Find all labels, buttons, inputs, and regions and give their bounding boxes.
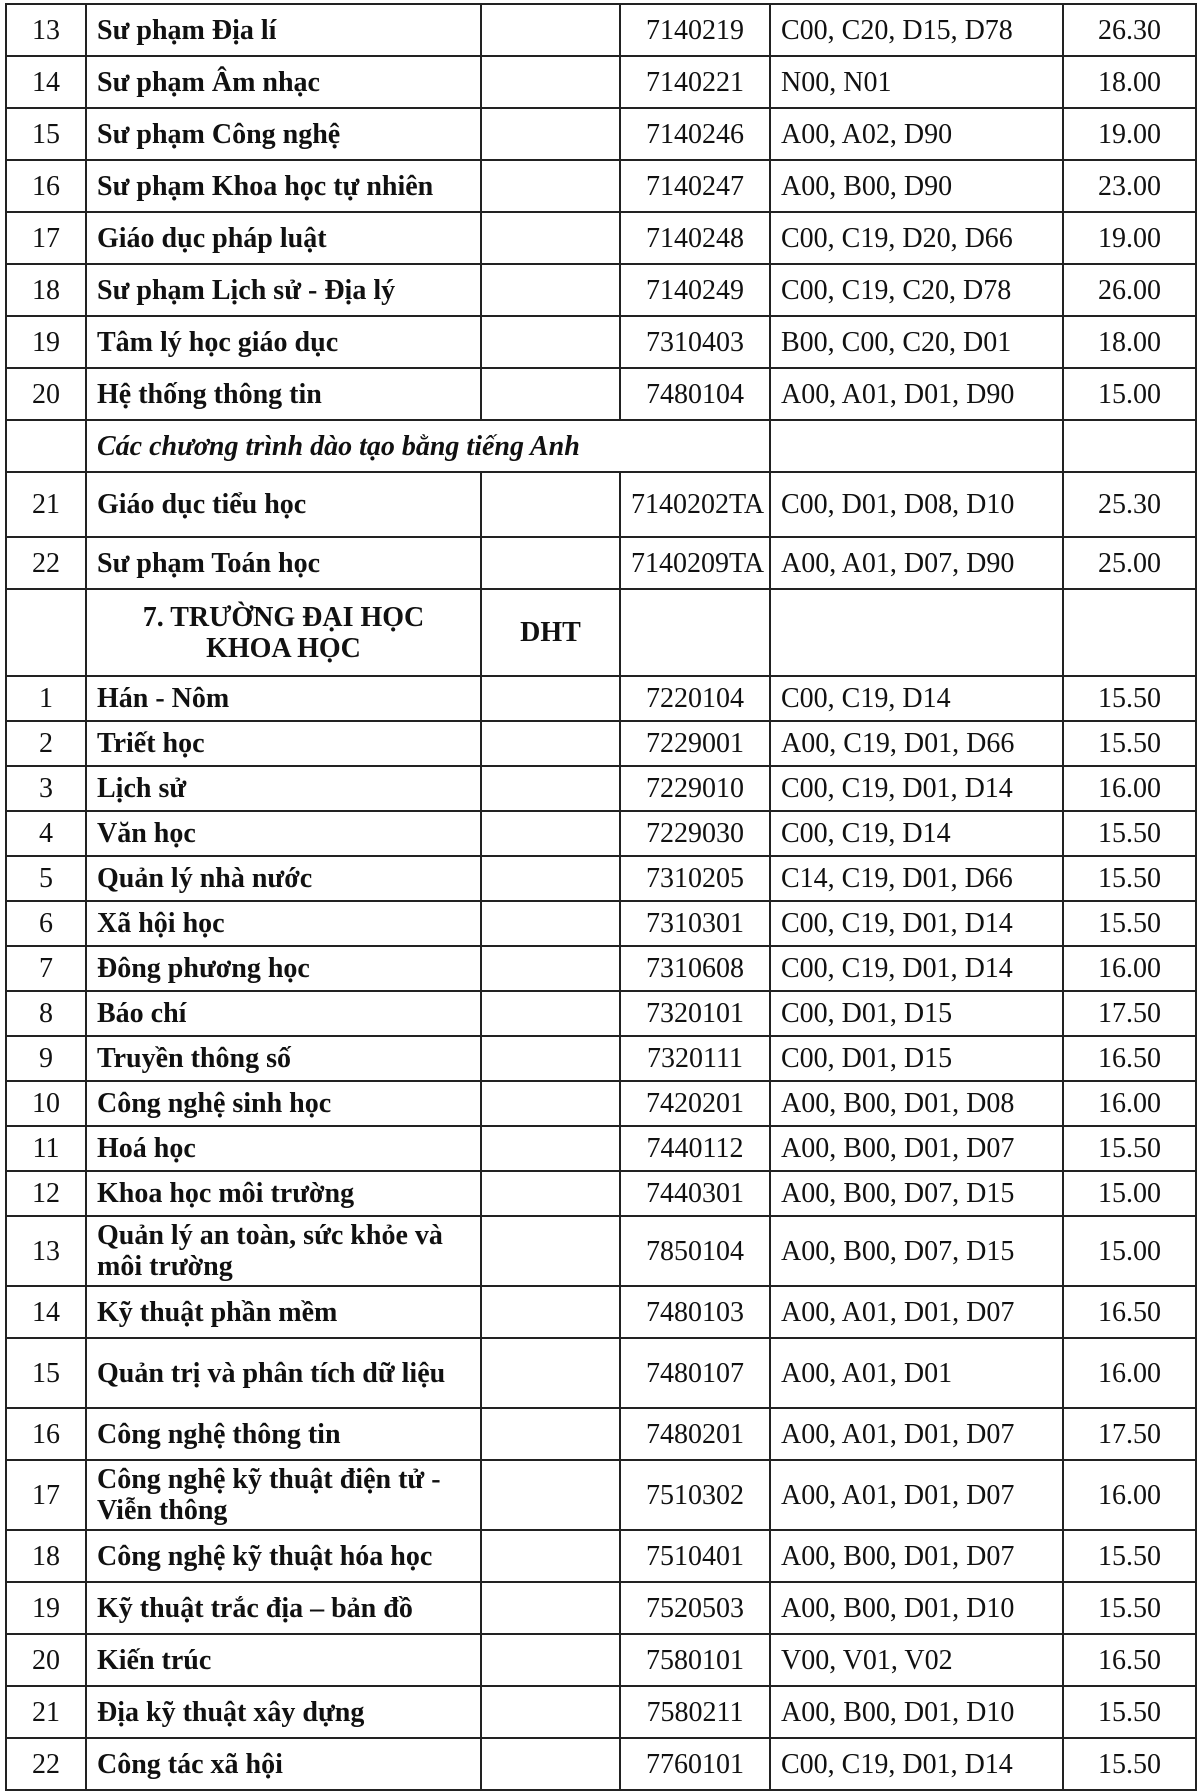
school-code	[481, 316, 620, 368]
subject-combinations: C00, D01, D15	[770, 991, 1063, 1036]
program-name: Giáo dục pháp luật	[86, 212, 481, 264]
table-row	[6, 1460, 1196, 1530]
cutoff-score: 16.50	[1063, 1036, 1196, 1081]
cutoff-score: 15.50	[1063, 1738, 1196, 1790]
table-row	[6, 811, 1196, 856]
program-code: 7480107	[620, 1338, 770, 1408]
program-name: Kỹ thuật phần mềm	[86, 1286, 481, 1338]
program-name: Báo chí	[86, 991, 481, 1036]
row-number: 15	[6, 1338, 86, 1408]
cutoff-score: 15.50	[1063, 721, 1196, 766]
school-code	[481, 1634, 620, 1686]
program-code: 7140248	[620, 212, 770, 264]
program-name: Công nghệ kỹ thuật hóa học	[86, 1530, 481, 1582]
cutoff-score: 23.00	[1063, 160, 1196, 212]
program-code: 7140209TA	[620, 537, 770, 589]
row-number: 6	[6, 901, 86, 946]
program-code: 7850104	[620, 1216, 770, 1286]
program-code: 7760101	[620, 1738, 770, 1790]
row-number: 13	[6, 4, 86, 56]
score-empty	[1063, 589, 1196, 676]
program-name: Công nghệ thông tin	[86, 1408, 481, 1460]
row-number: 20	[6, 368, 86, 420]
university-code: DHT	[481, 589, 620, 676]
program-code: 7310301	[620, 901, 770, 946]
table-row	[6, 212, 1196, 264]
row-number: 12	[6, 1171, 86, 1216]
table-row	[6, 1216, 1196, 1286]
program-name: Công nghệ sinh học	[86, 1081, 481, 1126]
table-row	[6, 1686, 1196, 1738]
subject-combinations: C00, C19, D01, D14	[770, 1738, 1063, 1790]
school-code	[481, 721, 620, 766]
program-code: 7320101	[620, 991, 770, 1036]
program-code: 7480103	[620, 1286, 770, 1338]
program-name: Công tác xã hội	[86, 1738, 481, 1790]
table-row	[6, 160, 1196, 212]
subject-combinations: C00, C19, D14	[770, 811, 1063, 856]
subject-combinations: C00, D01, D15	[770, 1036, 1063, 1081]
table-row	[6, 368, 1196, 420]
row-number: 22	[6, 1738, 86, 1790]
table-row	[6, 4, 1196, 56]
table-row	[6, 56, 1196, 108]
program-name: Sư phạm Âm nhạc	[86, 56, 481, 108]
table-row	[6, 472, 1196, 537]
program-name: Kiến trúc	[86, 1634, 481, 1686]
row-number-empty	[6, 420, 86, 472]
program-code: 7580211	[620, 1686, 770, 1738]
cutoff-score: 15.00	[1063, 368, 1196, 420]
cutoff-score: 15.50	[1063, 901, 1196, 946]
cutoff-score: 25.00	[1063, 537, 1196, 589]
school-code	[481, 1216, 620, 1286]
program-code: 7420201	[620, 1081, 770, 1126]
school-code	[481, 1582, 620, 1634]
program-name: Quản lý an toàn, sức khỏe và môi trường	[86, 1216, 481, 1286]
program-code: 7510302	[620, 1460, 770, 1530]
program-code: 7140221	[620, 56, 770, 108]
row-number: 19	[6, 316, 86, 368]
cutoff-score: 16.00	[1063, 766, 1196, 811]
subject-combinations: A00, A01, D01, D07	[770, 1460, 1063, 1530]
row-number: 4	[6, 811, 86, 856]
subject-combinations: A00, B00, D01, D10	[770, 1686, 1063, 1738]
subject-combinations: A00, B00, D07, D15	[770, 1216, 1063, 1286]
cutoff-score: 16.00	[1063, 1338, 1196, 1408]
table-row	[6, 856, 1196, 901]
program-name: Công nghệ kỹ thuật điện tử - Viễn thông	[86, 1460, 481, 1530]
table-row	[6, 1582, 1196, 1634]
program-code: 7229010	[620, 766, 770, 811]
program-code: 7520503	[620, 1582, 770, 1634]
row-number: 18	[6, 264, 86, 316]
cutoff-score: 18.00	[1063, 56, 1196, 108]
program-name: Sư phạm Lịch sử - Địa lý	[86, 264, 481, 316]
subject-combinations: A00, A01, D01, D90	[770, 368, 1063, 420]
subject-combinations: B00, C00, C20, D01	[770, 316, 1063, 368]
subject-combinations: C00, C19, D01, D14	[770, 901, 1063, 946]
cutoff-score: 18.00	[1063, 316, 1196, 368]
program-name: Kỹ thuật trắc địa – bản đồ	[86, 1582, 481, 1634]
subject-combinations: C00, C19, D20, D66	[770, 212, 1063, 264]
cutoff-score: 19.00	[1063, 212, 1196, 264]
subject-combinations: V00, V01, V02	[770, 1634, 1063, 1686]
program-name: Xã hội học	[86, 901, 481, 946]
school-code	[481, 108, 620, 160]
program-code-empty	[620, 589, 770, 676]
program-name: Địa kỹ thuật xây dựng	[86, 1686, 481, 1738]
combo-empty	[770, 420, 1063, 472]
subject-combinations: A00, A02, D90	[770, 108, 1063, 160]
school-code	[481, 811, 620, 856]
program-code: 7320111	[620, 1036, 770, 1081]
row-number: 14	[6, 56, 86, 108]
row-number: 18	[6, 1530, 86, 1582]
school-code	[481, 160, 620, 212]
school-code	[481, 766, 620, 811]
table-row	[6, 766, 1196, 811]
school-code	[481, 1171, 620, 1216]
school-code	[481, 56, 620, 108]
cutoff-score: 16.50	[1063, 1634, 1196, 1686]
table-row	[6, 676, 1196, 721]
program-code: 7229030	[620, 811, 770, 856]
row-number: 3	[6, 766, 86, 811]
subject-combinations: C00, C19, D14	[770, 676, 1063, 721]
subject-combinations: A00, A01, D01, D07	[770, 1408, 1063, 1460]
subject-combinations: C00, C19, C20, D78	[770, 264, 1063, 316]
row-number: 7	[6, 946, 86, 991]
school-code	[481, 991, 620, 1036]
subject-combinations: A00, A01, D01, D07	[770, 1286, 1063, 1338]
school-code	[481, 856, 620, 901]
program-name: Giáo dục tiểu học	[86, 472, 481, 537]
cutoff-score: 15.50	[1063, 1126, 1196, 1171]
row-number: 2	[6, 721, 86, 766]
school-code	[481, 368, 620, 420]
cutoff-score: 16.50	[1063, 1286, 1196, 1338]
cutoff-score: 16.00	[1063, 1081, 1196, 1126]
program-code: 7440112	[620, 1126, 770, 1171]
subject-combinations: C00, C19, D01, D14	[770, 766, 1063, 811]
cutoff-score: 16.00	[1063, 1460, 1196, 1530]
row-number: 19	[6, 1582, 86, 1634]
subject-combinations: A00, B00, D01, D10	[770, 1582, 1063, 1634]
program-name: Đông phương học	[86, 946, 481, 991]
program-code: 7220104	[620, 676, 770, 721]
cutoff-score: 26.00	[1063, 264, 1196, 316]
program-name: Sư phạm Địa lí	[86, 4, 481, 56]
school-code	[481, 1286, 620, 1338]
university-name	[86, 589, 481, 676]
section-label: Các chương trình dào tạo bằng tiếng Anh	[86, 420, 770, 472]
row-number: 20	[6, 1634, 86, 1686]
program-name: Lịch sử	[86, 766, 481, 811]
row-number: 21	[6, 472, 86, 537]
subject-combinations: A00, B00, D90	[770, 160, 1063, 212]
row-number: 5	[6, 856, 86, 901]
table-row	[6, 264, 1196, 316]
table-row	[6, 1338, 1196, 1408]
cutoff-score: 25.30	[1063, 472, 1196, 537]
subject-combinations: C00, C20, D15, D78	[770, 4, 1063, 56]
row-number: 22	[6, 537, 86, 589]
subject-combinations: A00, B00, D01, D07	[770, 1126, 1063, 1171]
program-name: Tâm lý học giáo dục	[86, 316, 481, 368]
school-code	[481, 676, 620, 721]
subject-combinations: N00, N01	[770, 56, 1063, 108]
cutoff-score: 15.50	[1063, 676, 1196, 721]
school-code	[481, 1338, 620, 1408]
cutoff-score: 17.50	[1063, 991, 1196, 1036]
subject-combinations: A00, B00, D01, D08	[770, 1081, 1063, 1126]
row-number: 11	[6, 1126, 86, 1171]
program-name: Sư phạm Khoa học tự nhiên	[86, 160, 481, 212]
combo-empty	[770, 589, 1063, 676]
program-name: Quản trị và phân tích dữ liệu	[86, 1338, 481, 1408]
university-header-row	[6, 589, 1196, 676]
school-code	[481, 1081, 620, 1126]
cutoff-score: 15.00	[1063, 1216, 1196, 1286]
table-row	[6, 991, 1196, 1036]
subject-combinations: A00, A01, D07, D90	[770, 537, 1063, 589]
program-name: Văn học	[86, 811, 481, 856]
program-name: Hoá học	[86, 1126, 481, 1171]
table-row	[6, 901, 1196, 946]
row-number: 16	[6, 160, 86, 212]
subject-combinations: C14, C19, D01, D66	[770, 856, 1063, 901]
university-name-line-1: 7. TRƯỜNG ĐẠI HỌC	[142, 601, 425, 633]
table-row	[6, 721, 1196, 766]
row-number: 14	[6, 1286, 86, 1338]
cutoff-score: 15.00	[1063, 1171, 1196, 1216]
table-row	[6, 1081, 1196, 1126]
program-code: 7140247	[620, 160, 770, 212]
cutoff-score: 15.50	[1063, 1686, 1196, 1738]
subject-combinations: A00, A01, D01	[770, 1338, 1063, 1408]
program-name: Quản lý nhà nước	[86, 856, 481, 901]
cutoff-score: 15.50	[1063, 1530, 1196, 1582]
table-row	[6, 1036, 1196, 1081]
cutoff-score: 15.50	[1063, 856, 1196, 901]
program-name: Khoa học môi trường	[86, 1171, 481, 1216]
table-row	[6, 1634, 1196, 1686]
program-code: 7480104	[620, 368, 770, 420]
table-row	[6, 946, 1196, 991]
program-code: 7510401	[620, 1530, 770, 1582]
program-code: 7440301	[620, 1171, 770, 1216]
school-code	[481, 264, 620, 316]
program-name: Sư phạm Toán học	[86, 537, 481, 589]
subject-combinations: C00, D01, D08, D10	[770, 472, 1063, 537]
table-row	[6, 108, 1196, 160]
cutoff-score: 15.50	[1063, 1582, 1196, 1634]
table-row	[6, 316, 1196, 368]
program-code: 7580101	[620, 1634, 770, 1686]
school-code	[481, 946, 620, 991]
table-row	[6, 1286, 1196, 1338]
program-code: 7310608	[620, 946, 770, 991]
program-code: 7140246	[620, 108, 770, 160]
row-number: 21	[6, 1686, 86, 1738]
row-number-empty	[6, 589, 86, 676]
program-name: Hán - Nôm	[86, 676, 481, 721]
program-code: 7310403	[620, 316, 770, 368]
school-code	[481, 1738, 620, 1790]
school-code	[481, 1530, 620, 1582]
cutoff-score: 19.00	[1063, 108, 1196, 160]
school-code	[481, 537, 620, 589]
row-number: 17	[6, 212, 86, 264]
row-number: 8	[6, 991, 86, 1036]
school-code	[481, 1686, 620, 1738]
program-name: Triết học	[86, 721, 481, 766]
table-row	[6, 1530, 1196, 1582]
row-number: 16	[6, 1408, 86, 1460]
program-name: Sư phạm Công nghệ	[86, 108, 481, 160]
row-number: 13	[6, 1216, 86, 1286]
row-number: 1	[6, 676, 86, 721]
school-code	[481, 1126, 620, 1171]
row-number: 15	[6, 108, 86, 160]
program-code: 7140249	[620, 264, 770, 316]
program-code: 7229001	[620, 721, 770, 766]
row-number: 10	[6, 1081, 86, 1126]
section-row	[6, 420, 1196, 472]
program-code: 7140219	[620, 4, 770, 56]
university-name-line-2: KHOA HỌC	[206, 632, 361, 664]
row-number: 17	[6, 1460, 86, 1530]
cutoff-score: 15.50	[1063, 811, 1196, 856]
cutoff-score: 17.50	[1063, 1408, 1196, 1460]
program-code: 7480201	[620, 1408, 770, 1460]
school-code	[481, 1408, 620, 1460]
program-name: Hệ thống thông tin	[86, 368, 481, 420]
school-code	[481, 1460, 620, 1530]
cutoff-score: 16.00	[1063, 946, 1196, 991]
table-row	[6, 1408, 1196, 1460]
table-body	[6, 4, 1196, 1790]
subject-combinations: A00, B00, D07, D15	[770, 1171, 1063, 1216]
school-code	[481, 901, 620, 946]
subject-combinations: C00, C19, D01, D14	[770, 946, 1063, 991]
score-empty	[1063, 420, 1196, 472]
subject-combinations: A00, B00, D01, D07	[770, 1530, 1063, 1582]
program-code: 7140202TA	[620, 472, 770, 537]
school-code	[481, 472, 620, 537]
row-number: 9	[6, 1036, 86, 1081]
subject-combinations: A00, C19, D01, D66	[770, 721, 1063, 766]
table-row	[6, 537, 1196, 589]
program-name: Truyền thông số	[86, 1036, 481, 1081]
school-code	[481, 1036, 620, 1081]
table-row	[6, 1126, 1196, 1171]
table-row	[6, 1171, 1196, 1216]
school-code	[481, 212, 620, 264]
program-code: 7310205	[620, 856, 770, 901]
cutoff-score: 26.30	[1063, 4, 1196, 56]
admission-score-table	[5, 3, 1197, 1791]
table-row	[6, 1738, 1196, 1790]
school-code	[481, 4, 620, 56]
